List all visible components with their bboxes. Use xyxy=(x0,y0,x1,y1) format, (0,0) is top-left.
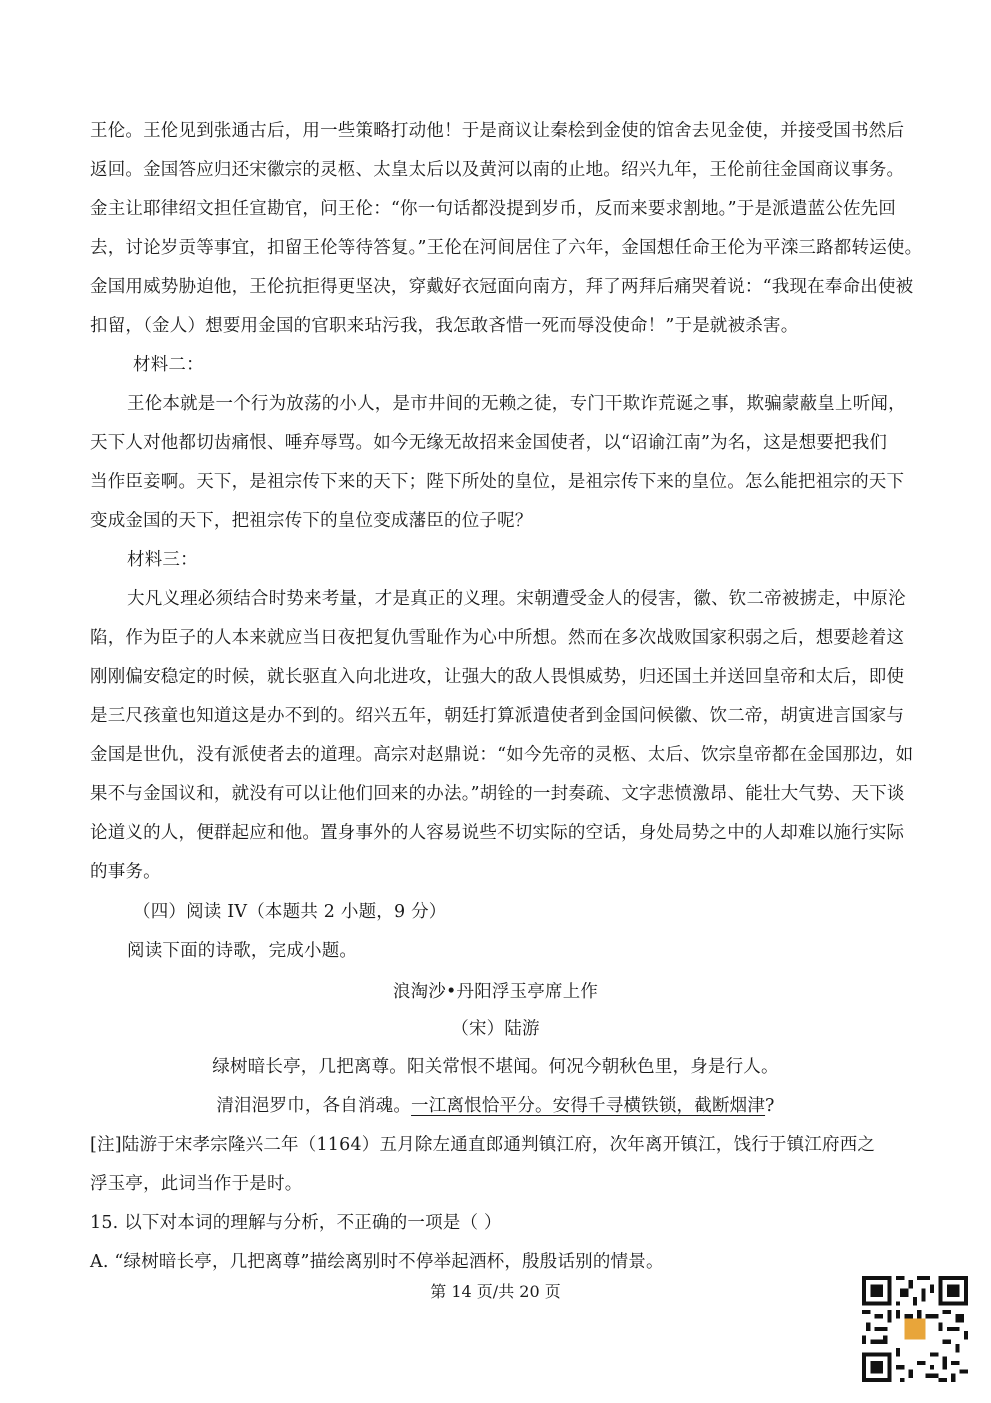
poem-line-end: ? xyxy=(765,1096,775,1116)
text-line: 浮玉亭，此词当作于是时。 xyxy=(90,1174,303,1194)
poem-title: 浪淘沙•丹阳浮玉亭席上作 xyxy=(392,982,599,1002)
text-line: 返回。金国答应归还宋徽宗的灵柩、太皇太后以及黄河以南的止地。绍兴九年，王伦前往金国商议事务。 xyxy=(90,160,905,180)
poem-line xyxy=(0,1095,991,1117)
text-line: 去，讨论岁贡等事宜，扣留王伦等待答复。”王伦在河间居住了六年，金国想任命王伦为平滦三路都转运使。 xyxy=(90,238,923,258)
poem-line: 绿树暗长亭，几把离尊。阳关常恨不堪闻。何况今朝秋色里，身是行人。 xyxy=(212,1057,779,1077)
material-2-heading: 材料二： xyxy=(133,355,204,375)
section-heading: （四）阅读 IV（本题共 2 小题，9 分） xyxy=(133,902,447,922)
text-line: 金主让耶律绍文担任宣勘官，问王伦：“你一句话都没提到岁币，反而来要求割地。”于是派遣蓝公佐先回 xyxy=(90,199,897,219)
text-line: [注]陆游于宋孝宗隆兴二年（1164）五月除左通直郎通判镇江府，次年离开镇江，饯行于镇江府西之 xyxy=(90,1135,876,1155)
text-line: 天下人对他都切齿痛恨、唾弃辱骂。如今无缘无故招来金国使者，以“诏谕江南”为名，这是想要把我们 xyxy=(90,433,888,453)
instruction: 阅读下面的诗歌，完成小题。 xyxy=(127,941,358,961)
question-15: 15. 以下对本词的理解与分析，不正确的一项是（ ） xyxy=(90,1213,502,1233)
text-line: 大凡义理必须结合时势来考量，才是真正的义理。宋朝遭受金人的侵害，徽、钦二帝被掳走，中原沦 xyxy=(127,589,906,609)
text-line: 扣留，（金人）想要用金国的官职来玷污我，我怎敢吝惜一死而辱没使命！”于是就被杀害。 xyxy=(90,316,799,336)
option-a: A. “绿树暗长亭，几把离尊”描绘离别时不停举起酒杯，殷殷话别的情景。 xyxy=(90,1252,664,1272)
text-line: 论道义的人，便群起应和他。置身事外的人容易说些不切实际的空话，身处局势之中的人却难以施行实际 xyxy=(90,823,905,843)
text-line: 变成金国的天下，把祖宗传下的皇位变成藩臣的位子呢？ xyxy=(90,511,533,531)
text-line: 金国用威势胁迫他，王伦抗拒得更坚决，穿戴好衣冠面向南方，拜了两拜后痛哭着说：“我现在奉命出使被 xyxy=(90,277,914,297)
page-number: 第 14 页/共 20 页 xyxy=(430,1282,561,1301)
text-line: 刚刚偏安稳定的时候，就长驱直入向北进攻，让强大的敌人畏惧威势，归还国土并送回皇帝和太后，即使 xyxy=(90,667,905,687)
text-line: 果不与金国议和，就没有可以让他们回来的办法。”胡铨的一封奏疏、文字悲愤激昂、能壮大气势、天下谈 xyxy=(90,784,905,804)
text-line: 是三尺孩童也知道这是办不到的。绍兴五年，朝廷打算派遣使者到金国问候徽、饮二帝，胡寅进言国家与 xyxy=(90,706,905,726)
text-line: 当作臣妾啊。天下，是祖宗传下来的天下；陛下所处的皇位，是祖宗传下来的皇位。怎么能把祖宗的天下 xyxy=(90,472,905,492)
text-line: 陷，作为臣子的人本来就应当日夜把复仇雪耻作为心中所想。然而在多次战败国家积弱之后，想要趁着这 xyxy=(90,628,905,648)
poem-author: （宋）陆游 xyxy=(451,1019,540,1039)
text-line: 金国是世仇，没有派使者去的道理。高宗对赵鼎说：“如今先帝的灵柩、太后、饮宗皇帝都在金国那边，如 xyxy=(90,745,914,765)
text-line: 王伦本就是一个行为放荡的小人，是市井间的无赖之徒，专门干欺诈荒诞之事，欺骗蒙蔽皇上听闻， xyxy=(127,394,906,414)
underlined-text: 一江离恨恰平分。安得千寻横铁锁，截断烟津 xyxy=(411,1096,766,1116)
text-line: 的事务。 xyxy=(90,862,161,882)
text-line: 王伦。王伦见到张通古后，用一些策略打动他！于是商议让秦桧到金使的馆舍去见金使，并接受国书然后 xyxy=(90,121,905,141)
poem-line-text: 清泪浥罗巾，各自消魂。 xyxy=(216,1096,412,1116)
material-3-heading: 材料三： xyxy=(127,550,198,570)
qr-code-icon xyxy=(862,1276,968,1382)
